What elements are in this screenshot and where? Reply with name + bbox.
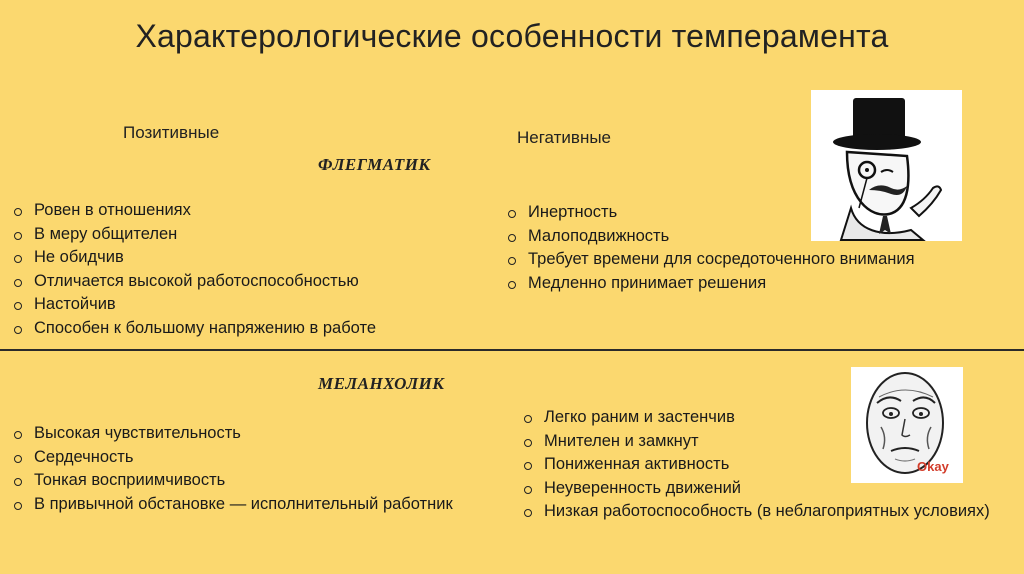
- list-item: В привычной обстановке — исполнительный работник: [12, 493, 453, 517]
- melancholic-heading: МЕЛАНХОЛИК: [318, 374, 445, 393]
- list-item: В меру общителен: [12, 223, 376, 247]
- list-item: Медленно принимает решения: [506, 272, 915, 296]
- section-divider: [0, 349, 1024, 351]
- list-item: Не обидчив: [12, 246, 376, 270]
- list-item: Способен к большому напряжению в работе: [12, 317, 376, 341]
- okay-face-icon: [851, 367, 963, 483]
- list-item: Требует времени для сосредоточенного внимания: [506, 248, 915, 272]
- phlegmatic-positive-list: [12, 199, 376, 340]
- list-item: Малоподвижность: [506, 225, 915, 249]
- okay-caption: Okay: [917, 459, 949, 474]
- list-item: Сердечность: [12, 446, 453, 470]
- list-item: Низкая работоспособность (в неблагоприятных условиях): [522, 500, 990, 524]
- positive-column-label: Позитивные: [123, 123, 220, 142]
- list-item: Настойчив: [12, 293, 376, 317]
- okay-meme-image: [851, 367, 963, 483]
- slide-title: Характерологические особенности темперамента: [135, 18, 889, 54]
- gentleman-meme-image: [811, 90, 962, 241]
- list-item: Пониженная активность: [522, 453, 990, 477]
- negative-column-label: Негативные: [517, 128, 612, 147]
- list-item: Ровен в отношениях: [12, 199, 376, 223]
- melancholic-positive-list: [12, 422, 453, 516]
- list-item: Инертность: [506, 201, 915, 225]
- list-item: Легко раним и застенчив: [522, 406, 990, 430]
- phlegmatic-heading: ФЛЕГМАТИК: [318, 155, 431, 174]
- list-item: Неуверенность движений: [522, 477, 990, 501]
- gentleman-meme-icon: [811, 90, 962, 241]
- list-item: Тонкая восприимчивость: [12, 469, 453, 493]
- list-item: Отличается высокой работоспособностью: [12, 270, 376, 294]
- list-item: Высокая чувствительность: [12, 422, 453, 446]
- list-item: Мнителен и замкнут: [522, 430, 990, 454]
